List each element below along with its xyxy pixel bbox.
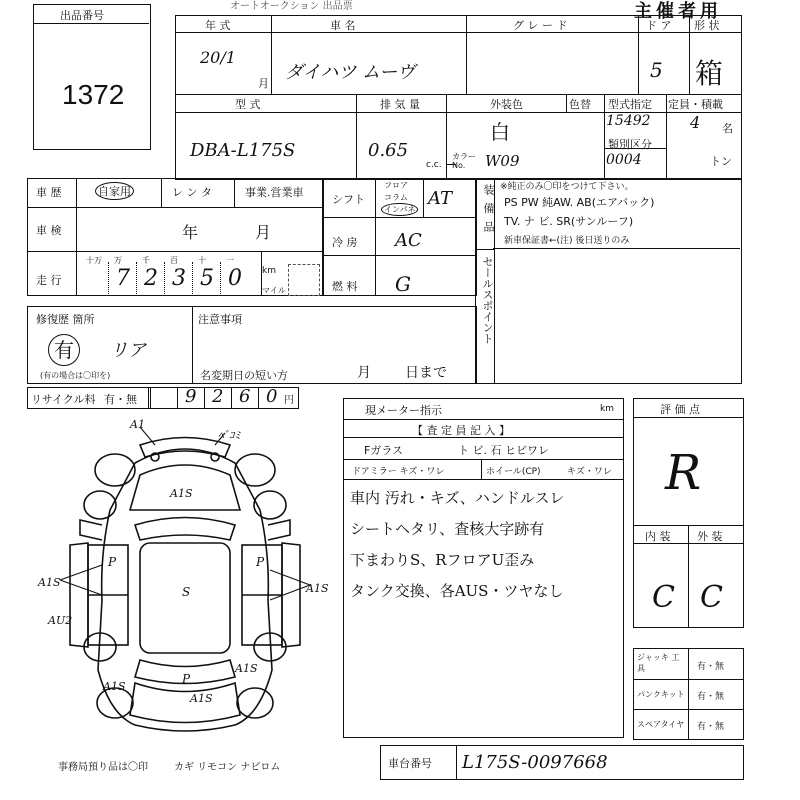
interior-grade: C bbox=[652, 580, 675, 615]
footer-items: カギ リモコン ナビロム bbox=[174, 762, 281, 773]
equipment-label: 装 備 品 bbox=[482, 184, 495, 234]
chassis-value: L175S-0097668 bbox=[462, 752, 608, 773]
mileage-digit-label: 千 bbox=[142, 256, 150, 265]
mark-right-rear: A1S bbox=[235, 662, 258, 675]
lot-label: 出品番号 bbox=[60, 9, 104, 22]
mileage-digit-label: 百 bbox=[170, 256, 178, 265]
equipment-row3: 新車保証書←(注) 後日送りのみ bbox=[504, 236, 630, 246]
body-type-value: 箱 bbox=[695, 57, 724, 90]
name-change-month: 月 bbox=[357, 365, 371, 381]
capacity-unit: 名 bbox=[722, 122, 733, 135]
recycle-options: 有・無 bbox=[104, 393, 137, 406]
exterior-label: 外装色 bbox=[490, 98, 523, 111]
color-no-label: カラー No. bbox=[452, 152, 476, 170]
glass-label: Fガラス bbox=[364, 444, 403, 457]
sales-point-label: セールスポイント bbox=[481, 256, 494, 344]
exterior-grade-label: 外 装 bbox=[697, 530, 723, 543]
inspector-comment-4: タンク交換、各AUS・ツヤなし bbox=[350, 582, 564, 600]
recycle-label: リサイクル料 bbox=[31, 393, 96, 406]
model-value: DBA-L175S bbox=[190, 140, 296, 161]
model-label: 型 式 bbox=[235, 98, 261, 111]
mark-right-side: A1S bbox=[306, 582, 329, 595]
ton-unit: トン bbox=[710, 155, 732, 168]
category-value: 0004 bbox=[606, 152, 642, 168]
recycle-digit: 6 bbox=[239, 386, 251, 407]
mark-rear-panel: P bbox=[182, 672, 191, 686]
doors-value: 5 bbox=[650, 58, 663, 82]
mark-left-door: P bbox=[108, 555, 117, 569]
chassis-label: 車台番号 bbox=[388, 757, 432, 770]
inspector-title: 【 査 定 員 記 入 】 bbox=[412, 424, 510, 437]
puncture-value: 有・無 bbox=[697, 692, 725, 702]
mileage-unit-mile: マイル bbox=[262, 286, 286, 295]
ac-label: 冷 房 bbox=[332, 236, 358, 249]
inspection-year-label: 年 bbox=[182, 223, 199, 242]
mileage-digit: 3 bbox=[172, 266, 186, 291]
interior-label: 内 装 bbox=[645, 530, 671, 543]
mileage-digit-label: 十 bbox=[198, 256, 206, 265]
history-label: 車 歴 bbox=[36, 186, 62, 199]
capacity-value: 4 bbox=[690, 113, 701, 132]
mark-left-side: A1S bbox=[38, 576, 61, 589]
recycle-unit: 円 bbox=[284, 395, 294, 406]
grade-box-label: 評 価 点 bbox=[660, 403, 700, 416]
mark-right-door: P bbox=[256, 555, 265, 569]
mark-left-au2: AU2 bbox=[48, 614, 73, 627]
year-month-label: 月 bbox=[258, 77, 269, 90]
repair-value: 有 bbox=[48, 334, 80, 366]
footer-text: 事務局預り品は〇印 bbox=[58, 762, 148, 773]
equipment-row1: PS PW 純AW. AB(エアバック) bbox=[504, 196, 655, 209]
fuel-value: G bbox=[395, 272, 411, 296]
equipment-row2: TV. ナ ビ. SR(サンルーフ) bbox=[504, 215, 634, 228]
color-swap-label: 色替 bbox=[569, 98, 591, 111]
shift-value: AT bbox=[428, 188, 453, 209]
mileage-digit-label: 一 bbox=[226, 256, 234, 265]
mileage-unit-km: km bbox=[262, 266, 276, 276]
mileage-digit: 2 bbox=[144, 266, 158, 291]
inspection-label: 車 検 bbox=[36, 224, 62, 237]
repair-note: (有の場合は〇印を) bbox=[40, 371, 111, 380]
year-value: 20/1 bbox=[200, 48, 236, 67]
meter-label: 現メーター指示 bbox=[365, 404, 442, 417]
exterior-grade: C bbox=[700, 580, 723, 615]
spare-label: スペアタイヤ bbox=[637, 720, 685, 729]
mileage-label: 走 行 bbox=[36, 274, 62, 287]
inspection-month-label: 月 bbox=[255, 223, 272, 242]
shift-option-instpanel: インパネ bbox=[381, 203, 418, 216]
type-designation-label: 型式指定 bbox=[608, 98, 652, 111]
mileage-digit: 0 bbox=[228, 266, 242, 291]
recycle-digit: 2 bbox=[212, 386, 224, 407]
mark-left-rear: A1S bbox=[103, 680, 126, 693]
mark-roof: S bbox=[182, 585, 191, 599]
car-diagram bbox=[40, 415, 330, 745]
header-top-text: オートオークション 出品票 bbox=[230, 1, 353, 12]
ac-value: AC bbox=[395, 230, 422, 251]
category-label: 類別区分 bbox=[608, 138, 652, 151]
color-no-value: W09 bbox=[485, 152, 520, 170]
body-type-label: 形 状 bbox=[694, 19, 720, 32]
history-option-rental: レ ン タ bbox=[172, 186, 212, 199]
inspector-comment-3: 下まわりS、RフロアU歪み bbox=[350, 551, 535, 569]
header-title: 主催者用 bbox=[634, 1, 722, 22]
name-change-label: 名変期日の短い方 bbox=[200, 369, 288, 382]
mark-rear-right: A1S bbox=[190, 692, 213, 705]
displacement-unit: c.c. bbox=[426, 160, 442, 170]
mirror-label: ドアミラー キズ・ワレ bbox=[352, 467, 445, 477]
displacement-label: 排 気 量 bbox=[380, 98, 420, 111]
meter-unit: km bbox=[600, 404, 614, 414]
grade-box-value: R bbox=[665, 445, 702, 501]
recycle-digit: 9 bbox=[185, 386, 197, 407]
fuel-label: 燃 料 bbox=[332, 280, 358, 293]
shift-option-column: コラム bbox=[384, 193, 408, 202]
repair-label: 修復歴 箇所 bbox=[36, 313, 95, 326]
spare-value: 有・無 bbox=[697, 722, 725, 732]
lot-box bbox=[33, 4, 151, 150]
mileage-digit: 7 bbox=[116, 266, 130, 291]
inspector-comment-2: シートヘタリ、査核大字跡有 bbox=[350, 520, 545, 538]
doors-label: ド ア bbox=[646, 19, 672, 32]
mileage-digit-label: 万 bbox=[114, 256, 122, 265]
equipment-note: ※純正のみ〇印をつけて下さい。 bbox=[500, 182, 634, 192]
history-option-private: 自家用 bbox=[95, 182, 134, 200]
mark-front-a1: A1 bbox=[130, 418, 145, 431]
mark-front-dent: ﾍﾞｺﾐ bbox=[218, 429, 240, 442]
year-label: 年 式 bbox=[205, 19, 231, 32]
exterior-value: 白 bbox=[490, 120, 510, 144]
notes-label: 注意事項 bbox=[198, 313, 242, 326]
name-change-day: 日まで bbox=[405, 365, 447, 381]
mileage-digit-label: 十万 bbox=[86, 256, 102, 265]
puncture-label: パンクキット bbox=[637, 690, 685, 699]
repair-location: リア bbox=[110, 340, 146, 361]
wheel-label: ホイール(CP) bbox=[486, 467, 541, 477]
mileage-digit: 5 bbox=[200, 266, 214, 291]
mileage-unit-box bbox=[288, 264, 320, 296]
wheel-options: キズ・ワレ bbox=[567, 467, 612, 477]
car-name-value: ダイハツ ムーヴ bbox=[285, 62, 416, 83]
car-name-label: 車 名 bbox=[330, 19, 356, 32]
type-designation-value: 15492 bbox=[606, 113, 651, 129]
recycle-digit: 0 bbox=[266, 386, 278, 407]
displacement-value: 0.65 bbox=[368, 140, 409, 161]
mark-hood: A1S bbox=[170, 487, 193, 500]
inspector-comment-1: 車内 汚れ・キズ、ハンドルスレ bbox=[350, 489, 565, 507]
capacity-label: 定員・積載 bbox=[668, 98, 723, 111]
glass-options: ト ビ. 石 ヒビワレ bbox=[458, 444, 549, 457]
grade-block bbox=[633, 398, 744, 628]
shift-option-floor: フロア bbox=[384, 181, 408, 190]
lot-number: 1372 bbox=[62, 79, 125, 110]
jack-label: ジャッキ 工 具 bbox=[637, 653, 680, 673]
history-option-commercial: 事業.営業車 bbox=[245, 186, 304, 199]
grade-label: グ レ ー ド bbox=[513, 19, 568, 32]
shift-label: シフト bbox=[332, 193, 365, 206]
jack-value: 有・無 bbox=[697, 662, 725, 672]
